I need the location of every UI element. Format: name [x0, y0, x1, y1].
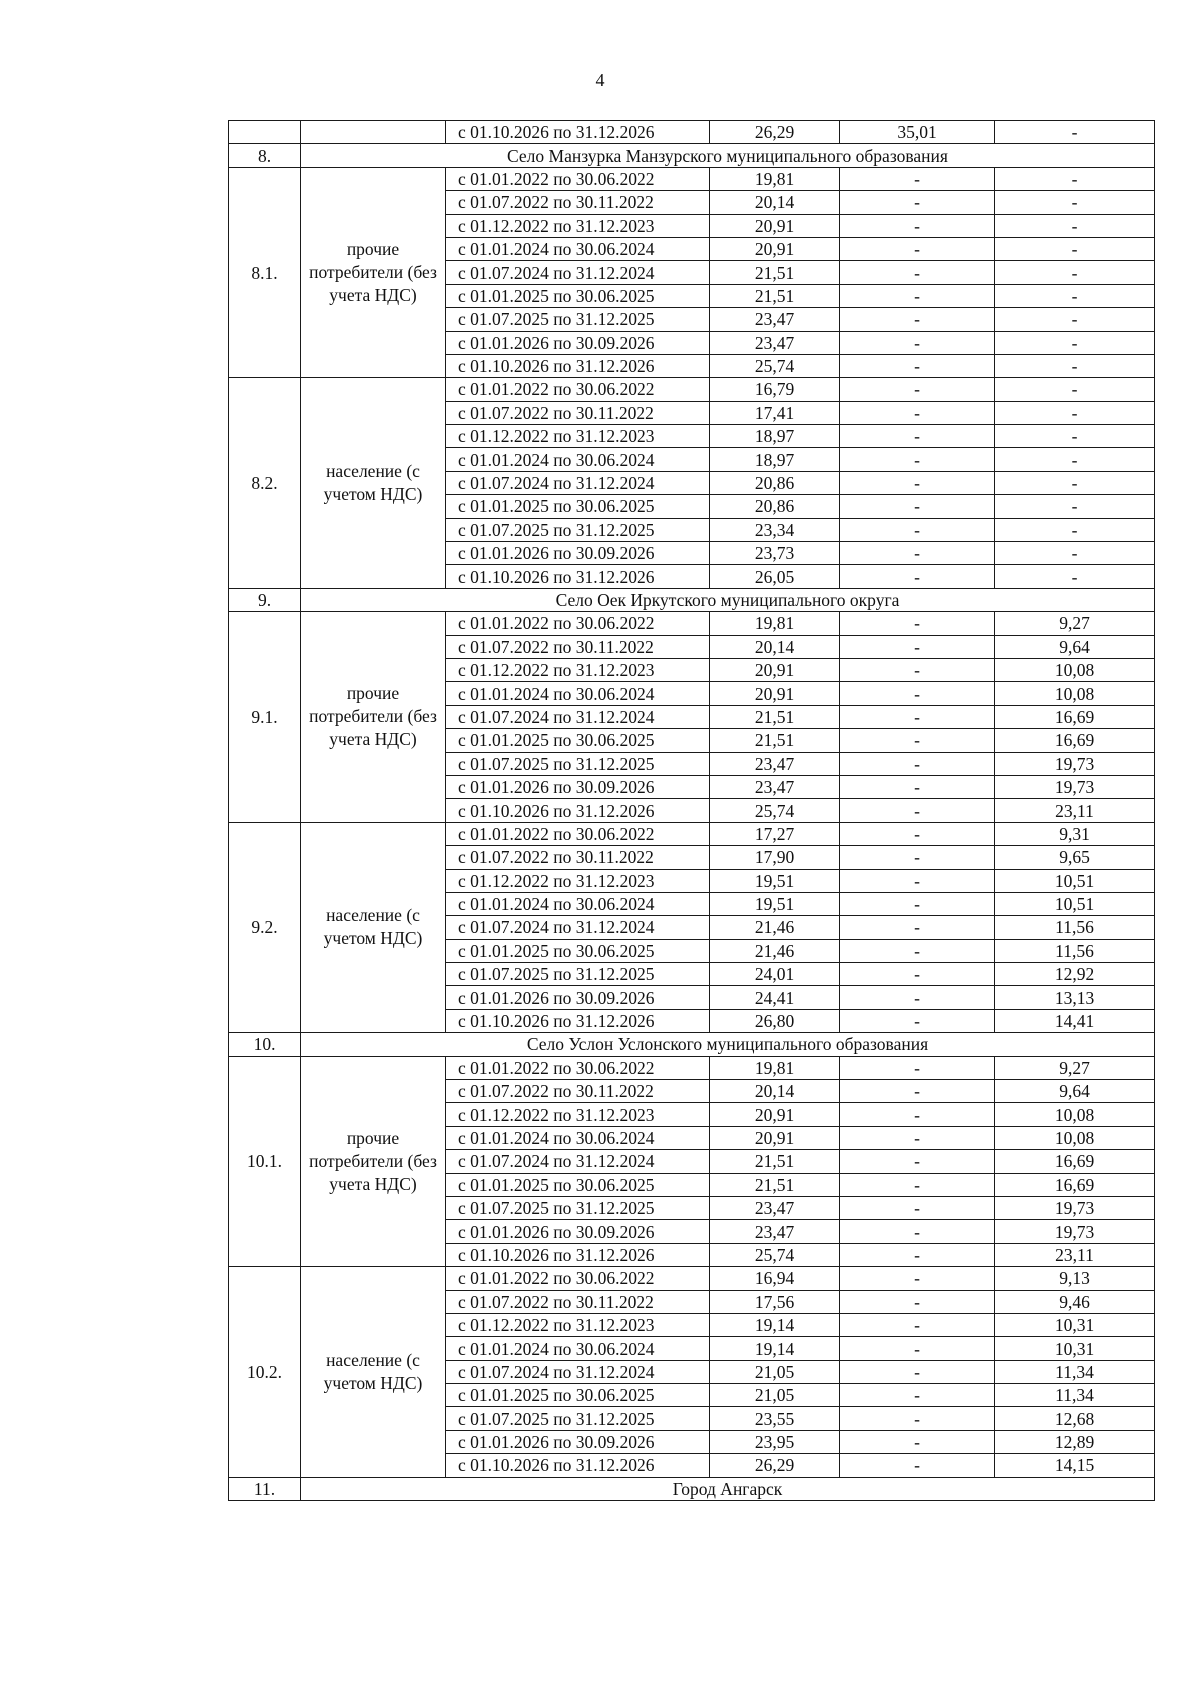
section-header-row	[229, 1477, 1155, 1500]
tariff-value-3: -	[995, 167, 1155, 190]
tariff-value-3: 23,11	[995, 1243, 1155, 1266]
tariff-value-1: 26,29	[710, 1454, 840, 1477]
tariff-value-1: 16,79	[710, 378, 840, 401]
tariff-value-2: -	[840, 378, 995, 401]
tariff-value-3: 14,15	[995, 1454, 1155, 1477]
tariff-value-2: -	[840, 1173, 995, 1196]
section-header-row	[229, 144, 1155, 167]
period-cell: с 01.07.2022 по 30.11.2022	[446, 846, 710, 869]
section-title: Село Манзурка Манзурского муниципального образования	[301, 144, 1155, 167]
table-row	[229, 1056, 1155, 1079]
tariff-value-2: -	[840, 425, 995, 448]
period-cell: с 01.01.2022 по 30.06.2022	[446, 612, 710, 635]
tariff-value-1: 25,74	[710, 799, 840, 822]
tariff-value-3: 11,56	[995, 916, 1155, 939]
tariff-value-1: 21,51	[710, 284, 840, 307]
tariff-value-1: 23,55	[710, 1407, 840, 1430]
section-title: Село Оек Иркутского муниципального округа	[301, 588, 1155, 611]
period-cell: с 01.07.2025 по 31.12.2025	[446, 518, 710, 541]
section-title: Село Услон Услонского муниципального образования	[301, 1033, 1155, 1056]
period-cell: с 01.07.2022 по 30.11.2022	[446, 1290, 710, 1313]
tariff-value-1: 17,41	[710, 401, 840, 424]
tariff-value-2: -	[840, 658, 995, 681]
tariff-value-1: 26,05	[710, 565, 840, 588]
tariff-value-2: -	[840, 1454, 995, 1477]
tariff-value-1: 23,47	[710, 331, 840, 354]
tariff-value-3: 23,11	[995, 799, 1155, 822]
tariff-value-2: -	[840, 775, 995, 798]
tariff-value-3: -	[995, 121, 1155, 144]
tariff-value-1: 26,80	[710, 1009, 840, 1032]
tariff-value-1: 24,01	[710, 963, 840, 986]
tariff-value-3: 10,08	[995, 658, 1155, 681]
period-cell: с 01.01.2025 по 30.06.2025	[446, 284, 710, 307]
tariff-value-3: 19,73	[995, 1220, 1155, 1243]
tariff-value-1: 24,41	[710, 986, 840, 1009]
tariff-value-2: -	[840, 705, 995, 728]
period-cell: с 01.07.2025 по 31.12.2025	[446, 308, 710, 331]
period-cell: с 01.01.2024 по 30.06.2024	[446, 892, 710, 915]
tariff-value-2: -	[840, 1243, 995, 1266]
period-cell: с 01.01.2022 по 30.06.2022	[446, 822, 710, 845]
period-cell: с 01.01.2022 по 30.06.2022	[446, 167, 710, 190]
tariff-value-1: 20,91	[710, 658, 840, 681]
tariff-value-1: 16,94	[710, 1267, 840, 1290]
tariff-value-3: -	[995, 191, 1155, 214]
period-cell: с 01.07.2024 по 31.12.2024	[446, 705, 710, 728]
tariff-value-3: 16,69	[995, 705, 1155, 728]
tariff-value-2: -	[840, 1313, 995, 1336]
period-cell: с 01.01.2025 по 30.06.2025	[446, 729, 710, 752]
section-number: 8.	[229, 144, 301, 167]
period-cell: с 01.07.2025 по 31.12.2025	[446, 752, 710, 775]
period-cell: с 01.07.2024 по 31.12.2024	[446, 1150, 710, 1173]
tariff-value-2: -	[840, 1056, 995, 1079]
tariff-value-1: 19,81	[710, 167, 840, 190]
tariff-value-3: 10,08	[995, 1126, 1155, 1149]
tariff-value-3: 19,73	[995, 752, 1155, 775]
tariff-value-2: -	[840, 822, 995, 845]
tariff-value-2: -	[840, 963, 995, 986]
tariff-value-2: -	[840, 939, 995, 962]
consumer-category: население (с учетом НДС)	[301, 1267, 446, 1478]
tariff-value-3: 13,13	[995, 986, 1155, 1009]
tariff-value-2: -	[840, 612, 995, 635]
tariff-value-3: -	[995, 308, 1155, 331]
period-cell: с 01.07.2025 по 31.12.2025	[446, 1407, 710, 1430]
tariff-value-3: 14,41	[995, 1009, 1155, 1032]
page-number: 4	[595, 70, 605, 90]
tariff-value-3: 9,27	[995, 612, 1155, 635]
tariff-value-3: -	[995, 331, 1155, 354]
tariff-value-3: -	[995, 284, 1155, 307]
period-cell: с 01.12.2022 по 31.12.2023	[446, 869, 710, 892]
section-number: 9.	[229, 588, 301, 611]
tariff-value-1: 18,97	[710, 425, 840, 448]
tariff-value-3: 9,27	[995, 1056, 1155, 1079]
tariff-value-3: 10,31	[995, 1313, 1155, 1336]
tariff-value-1: 25,74	[710, 354, 840, 377]
period-cell: с 01.10.2026 по 31.12.2026	[446, 565, 710, 588]
tariff-value-3: -	[995, 495, 1155, 518]
period-cell: с 01.10.2026 по 31.12.2026	[446, 799, 710, 822]
section-number: 10.	[229, 1033, 301, 1056]
tariff-value-2: -	[840, 916, 995, 939]
tariff-value-2: -	[840, 261, 995, 284]
tariff-value-2: -	[840, 1009, 995, 1032]
consumer-category: прочие потребители (без учета НДС)	[301, 167, 446, 378]
tariff-value-2: -	[840, 1126, 995, 1149]
tariff-value-2: -	[840, 846, 995, 869]
tariff-value-1: 20,14	[710, 1080, 840, 1103]
period-cell: с 01.01.2024 по 30.06.2024	[446, 237, 710, 260]
period-cell: с 01.01.2026 по 30.09.2026	[446, 1220, 710, 1243]
tariff-table-body	[229, 121, 1155, 1501]
tariff-value-1: 21,51	[710, 1150, 840, 1173]
consumer-category: население (с учетом НДС)	[301, 378, 446, 589]
tariff-value-3: 11,34	[995, 1360, 1155, 1383]
tariff-value-2: -	[840, 1267, 995, 1290]
tariff-value-3: 11,34	[995, 1384, 1155, 1407]
period-cell: с 01.07.2024 по 31.12.2024	[446, 261, 710, 284]
tariff-value-3: 9,13	[995, 1267, 1155, 1290]
period-cell: с 01.01.2022 по 30.06.2022	[446, 1056, 710, 1079]
tariff-value-1: 19,14	[710, 1313, 840, 1336]
period-cell: с 01.07.2025 по 31.12.2025	[446, 1196, 710, 1219]
tariff-value-2: -	[840, 1150, 995, 1173]
tariff-value-2: -	[840, 1220, 995, 1243]
tariff-value-1: 23,47	[710, 775, 840, 798]
tariff-value-2: -	[840, 752, 995, 775]
group-number: 9.1.	[229, 612, 301, 823]
tariff-value-1: 19,51	[710, 892, 840, 915]
tariff-value-1: 20,91	[710, 682, 840, 705]
period-cell: с 01.01.2026 по 30.09.2026	[446, 331, 710, 354]
tariff-value-1: 17,56	[710, 1290, 840, 1313]
tariff-value-3: -	[995, 471, 1155, 494]
tariff-value-3: -	[995, 518, 1155, 541]
tariff-value-2: -	[840, 1360, 995, 1383]
tariff-value-3: 10,51	[995, 892, 1155, 915]
period-cell: с 01.12.2022 по 31.12.2023	[446, 214, 710, 237]
tariff-value-2: -	[840, 1407, 995, 1430]
tariff-value-3: -	[995, 261, 1155, 284]
tariff-value-3: 9,31	[995, 822, 1155, 845]
period-cell: с 01.12.2022 по 31.12.2023	[446, 425, 710, 448]
period-cell: с 01.01.2024 по 30.06.2024	[446, 682, 710, 705]
section-header-row	[229, 588, 1155, 611]
period-cell: с 01.07.2022 по 30.11.2022	[446, 401, 710, 424]
period-cell: с 01.01.2026 по 30.09.2026	[446, 1430, 710, 1453]
tariff-value-2: -	[840, 1430, 995, 1453]
tariff-value-1: 21,51	[710, 729, 840, 752]
tariff-table	[228, 120, 1155, 1501]
consumer-category: прочие потребители (без учета НДС)	[301, 1056, 446, 1267]
tariff-value-2: -	[840, 1337, 995, 1360]
table-row	[229, 378, 1155, 401]
tariff-value-3: 19,73	[995, 775, 1155, 798]
tariff-value-3: 9,64	[995, 1080, 1155, 1103]
tariff-value-1: 19,81	[710, 612, 840, 635]
tariff-value-2: -	[840, 542, 995, 565]
tariff-value-2: -	[840, 237, 995, 260]
tariff-value-1: 20,14	[710, 191, 840, 214]
tariff-value-1: 17,27	[710, 822, 840, 845]
tariff-value-2: -	[840, 214, 995, 237]
tariff-value-2: -	[840, 354, 995, 377]
tariff-value-2: -	[840, 448, 995, 471]
period-cell: с 01.01.2024 по 30.06.2024	[446, 1126, 710, 1149]
tariff-value-1: 20,86	[710, 495, 840, 518]
table-row	[229, 822, 1155, 845]
tariff-value-2: -	[840, 729, 995, 752]
table-row	[229, 612, 1155, 635]
tariff-value-1: 20,14	[710, 635, 840, 658]
period-cell: с 01.10.2026 по 31.12.2026	[446, 1243, 710, 1266]
period-cell: с 01.12.2022 по 31.12.2023	[446, 1313, 710, 1336]
group-number: 8.1.	[229, 167, 301, 378]
tariff-value-3: -	[995, 354, 1155, 377]
tariff-value-1: 23,34	[710, 518, 840, 541]
section-number: 11.	[229, 1477, 301, 1500]
period-cell: с 01.01.2026 по 30.09.2026	[446, 986, 710, 1009]
section-title: Город Ангарск	[301, 1477, 1155, 1500]
period-cell: с 01.01.2025 по 30.06.2025	[446, 495, 710, 518]
tariff-value-1: 23,47	[710, 1220, 840, 1243]
period-cell: с 01.01.2026 по 30.09.2026	[446, 542, 710, 565]
tariff-value-2: -	[840, 495, 995, 518]
tariff-value-1: 21,05	[710, 1360, 840, 1383]
period-cell: с 01.10.2026 по 31.12.2026	[446, 354, 710, 377]
period-cell: с 01.12.2022 по 31.12.2023	[446, 1103, 710, 1126]
tariff-value-2: -	[840, 167, 995, 190]
period-cell: с 01.10.2026 по 31.12.2026	[446, 121, 710, 144]
period-cell: с 01.01.2025 по 30.06.2025	[446, 1384, 710, 1407]
consumer-category: население (с учетом НДС)	[301, 822, 446, 1033]
tariff-value-2: -	[840, 284, 995, 307]
tariff-value-1: 19,51	[710, 869, 840, 892]
tariff-value-2: -	[840, 1196, 995, 1219]
tariff-value-1: 21,51	[710, 1173, 840, 1196]
tariff-value-1: 17,90	[710, 846, 840, 869]
tariff-value-2: -	[840, 331, 995, 354]
tariff-value-1: 23,47	[710, 308, 840, 331]
tariff-value-2: -	[840, 892, 995, 915]
period-cell: с 01.07.2022 по 30.11.2022	[446, 1080, 710, 1103]
tariff-value-2: -	[840, 986, 995, 1009]
tariff-value-3: 10,08	[995, 682, 1155, 705]
period-cell: с 01.01.2024 по 30.06.2024	[446, 448, 710, 471]
tariff-value-1: 23,47	[710, 1196, 840, 1219]
period-cell: с 01.07.2024 по 31.12.2024	[446, 916, 710, 939]
consumer-category: прочие потребители (без учета НДС)	[301, 612, 446, 823]
table-row	[229, 167, 1155, 190]
tariff-value-2: -	[840, 799, 995, 822]
tariff-value-2: 35,01	[840, 121, 995, 144]
category-cell	[301, 121, 446, 144]
tariff-value-1: 21,51	[710, 261, 840, 284]
tariff-value-3: -	[995, 565, 1155, 588]
tariff-value-2: -	[840, 1290, 995, 1313]
tariff-value-1: 25,74	[710, 1243, 840, 1266]
tariff-value-1: 23,73	[710, 542, 840, 565]
tariff-value-1: 18,97	[710, 448, 840, 471]
tariff-value-2: -	[840, 518, 995, 541]
tariff-value-2: -	[840, 682, 995, 705]
table-row	[229, 121, 1155, 144]
tariff-value-2: -	[840, 869, 995, 892]
tariff-value-3: 12,89	[995, 1430, 1155, 1453]
group-number: 10.1.	[229, 1056, 301, 1267]
tariff-value-1: 19,14	[710, 1337, 840, 1360]
tariff-value-3: 10,51	[995, 869, 1155, 892]
tariff-value-3: 10,31	[995, 1337, 1155, 1360]
tariff-value-3: 19,73	[995, 1196, 1155, 1219]
tariff-value-1: 20,91	[710, 237, 840, 260]
tariff-value-3: 10,08	[995, 1103, 1155, 1126]
tariff-value-3: 16,69	[995, 1173, 1155, 1196]
group-number: 8.2.	[229, 378, 301, 589]
tariff-value-1: 21,46	[710, 939, 840, 962]
period-cell: с 01.07.2025 по 31.12.2025	[446, 963, 710, 986]
period-cell: с 01.01.2024 по 30.06.2024	[446, 1337, 710, 1360]
tariff-value-1: 20,91	[710, 1126, 840, 1149]
tariff-value-3: 9,46	[995, 1290, 1155, 1313]
tariff-value-1: 21,05	[710, 1384, 840, 1407]
period-cell: с 01.01.2022 по 30.06.2022	[446, 378, 710, 401]
tariff-value-1: 21,51	[710, 705, 840, 728]
tariff-value-2: -	[840, 308, 995, 331]
tariff-value-3: 12,92	[995, 963, 1155, 986]
group-number: 10.2.	[229, 1267, 301, 1478]
tariff-value-2: -	[840, 1103, 995, 1126]
tariff-value-2: -	[840, 565, 995, 588]
tariff-value-1: 20,86	[710, 471, 840, 494]
tariff-value-1: 23,47	[710, 752, 840, 775]
tariff-value-2: -	[840, 635, 995, 658]
tariff-value-3: 16,69	[995, 729, 1155, 752]
tariff-value-1: 19,81	[710, 1056, 840, 1079]
tariff-value-3: 16,69	[995, 1150, 1155, 1173]
period-cell: с 01.07.2024 по 31.12.2024	[446, 1360, 710, 1383]
tariff-value-3: -	[995, 401, 1155, 424]
period-cell: с 01.10.2026 по 31.12.2026	[446, 1454, 710, 1477]
tariff-value-3: -	[995, 542, 1155, 565]
period-cell: с 01.10.2026 по 31.12.2026	[446, 1009, 710, 1032]
period-cell: с 01.01.2022 по 30.06.2022	[446, 1267, 710, 1290]
period-cell: с 01.01.2025 по 30.06.2025	[446, 939, 710, 962]
tariff-value-2: -	[840, 191, 995, 214]
section-header-row	[229, 1033, 1155, 1056]
period-cell: с 01.07.2022 по 30.11.2022	[446, 635, 710, 658]
tariff-value-1: 26,29	[710, 121, 840, 144]
tariff-value-2: -	[840, 401, 995, 424]
period-cell: с 01.01.2026 по 30.09.2026	[446, 775, 710, 798]
tariff-value-3: -	[995, 237, 1155, 260]
tariff-value-1: 20,91	[710, 1103, 840, 1126]
period-cell: с 01.01.2025 по 30.06.2025	[446, 1173, 710, 1196]
tariff-value-3: -	[995, 448, 1155, 471]
tariff-value-1: 20,91	[710, 214, 840, 237]
row-number-cell	[229, 121, 301, 144]
tariff-value-1: 23,95	[710, 1430, 840, 1453]
tariff-value-3: -	[995, 214, 1155, 237]
tariff-value-2: -	[840, 1384, 995, 1407]
tariff-value-2: -	[840, 1080, 995, 1103]
tariff-value-3: 12,68	[995, 1407, 1155, 1430]
tariff-value-1: 21,46	[710, 916, 840, 939]
period-cell: с 01.12.2022 по 31.12.2023	[446, 658, 710, 681]
tariff-value-3: 9,64	[995, 635, 1155, 658]
tariff-value-3: -	[995, 378, 1155, 401]
period-cell: с 01.07.2024 по 31.12.2024	[446, 471, 710, 494]
table-row	[229, 1267, 1155, 1290]
period-cell: с 01.07.2022 по 30.11.2022	[446, 191, 710, 214]
group-number: 9.2.	[229, 822, 301, 1033]
tariff-value-3: 9,65	[995, 846, 1155, 869]
tariff-value-3: -	[995, 425, 1155, 448]
tariff-value-2: -	[840, 471, 995, 494]
tariff-value-3: 11,56	[995, 939, 1155, 962]
